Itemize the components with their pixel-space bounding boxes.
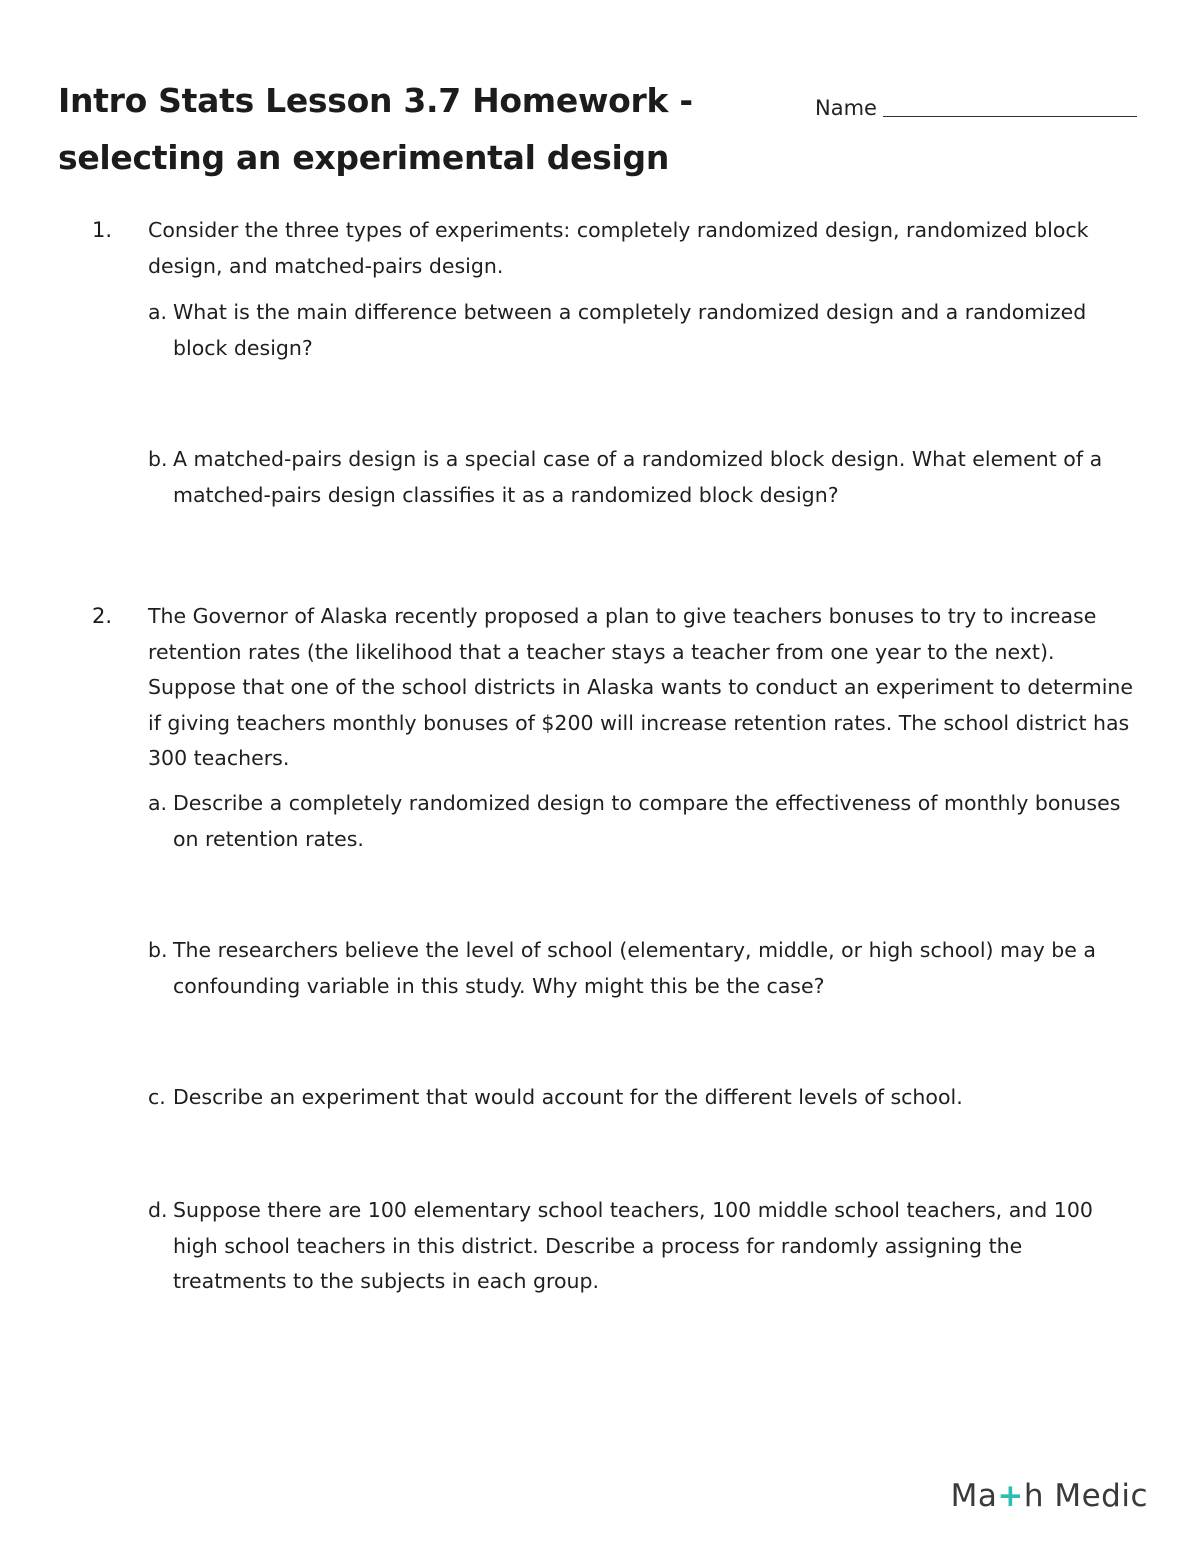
question-1a-text: What is the main difference between a completely randomized design and a randomized block design? [173,300,1087,360]
question-2a [148,786,1138,857]
question-1b-text: A matched-pairs design is a special case of a randomized block design. What element of a matched-pairs design classifies it as a randomized block design? [173,447,1103,507]
question-1b-label: b. [148,447,168,471]
name-field[interactable] [815,96,1137,120]
question-1a-label: a. [148,300,168,324]
title-line-2: selecting an experimental design [58,138,670,177]
question-2c-text: Describe an experiment that would account for the different levels of school. [173,1085,963,1109]
question-2c [148,1080,1138,1116]
question-2-text: The Governor of Alaska recently proposed a plan to give teachers bonuses to try to increase retention rates (the likelihood that a teacher stays a teacher from one year to the next). Suppose that one of the school districts in Alaska wants to conduct an experiment to determine if giving teachers monthly bonuses of $200 will increase retention rates. The school district has 300 teachers. [148,604,1134,770]
question-2d-label: d. [148,1198,168,1222]
name-label: Name [815,96,877,120]
question-2a-text: Describe a completely randomized design to compare the effectiveness of monthly bonuses on retention rates. [173,791,1121,851]
name-blank-line[interactable] [883,116,1137,117]
question-2b-text: The researchers believe the level of school (elementary, middle, or high school) may be a confounding variable in this study. Why might this be the case? [173,938,1096,998]
question-2b-label: b. [148,938,168,962]
math-medic-logo [951,1478,1148,1514]
page-title [58,72,758,186]
logo-text-start: Ma [950,1478,998,1514]
question-2b [148,933,1138,1004]
logo-text-end: h Medic [1023,1478,1148,1514]
question-1a [148,295,1138,366]
question-1-number: 1. [92,218,113,242]
question-1b [148,442,1138,513]
question-2d [148,1193,1138,1300]
question-2-number: 2. [92,604,113,628]
question-1-text: Consider the three types of experiments: completely randomized design, randomized block design, and matched-pairs design. [148,218,1089,278]
title-line-1: Intro Stats Lesson 3.7 Homework - [58,81,693,120]
question-2d-text: Suppose there are 100 elementary school teachers, 100 middle school teachers, and 100 high school teachers in this district. Describe a process for randomly assigning the treatments to the subjects in each group. [173,1198,1093,1293]
question-2a-label: a. [148,791,168,815]
question-2c-label: c. [148,1085,166,1109]
logo-plus-icon: + [997,1478,1024,1514]
